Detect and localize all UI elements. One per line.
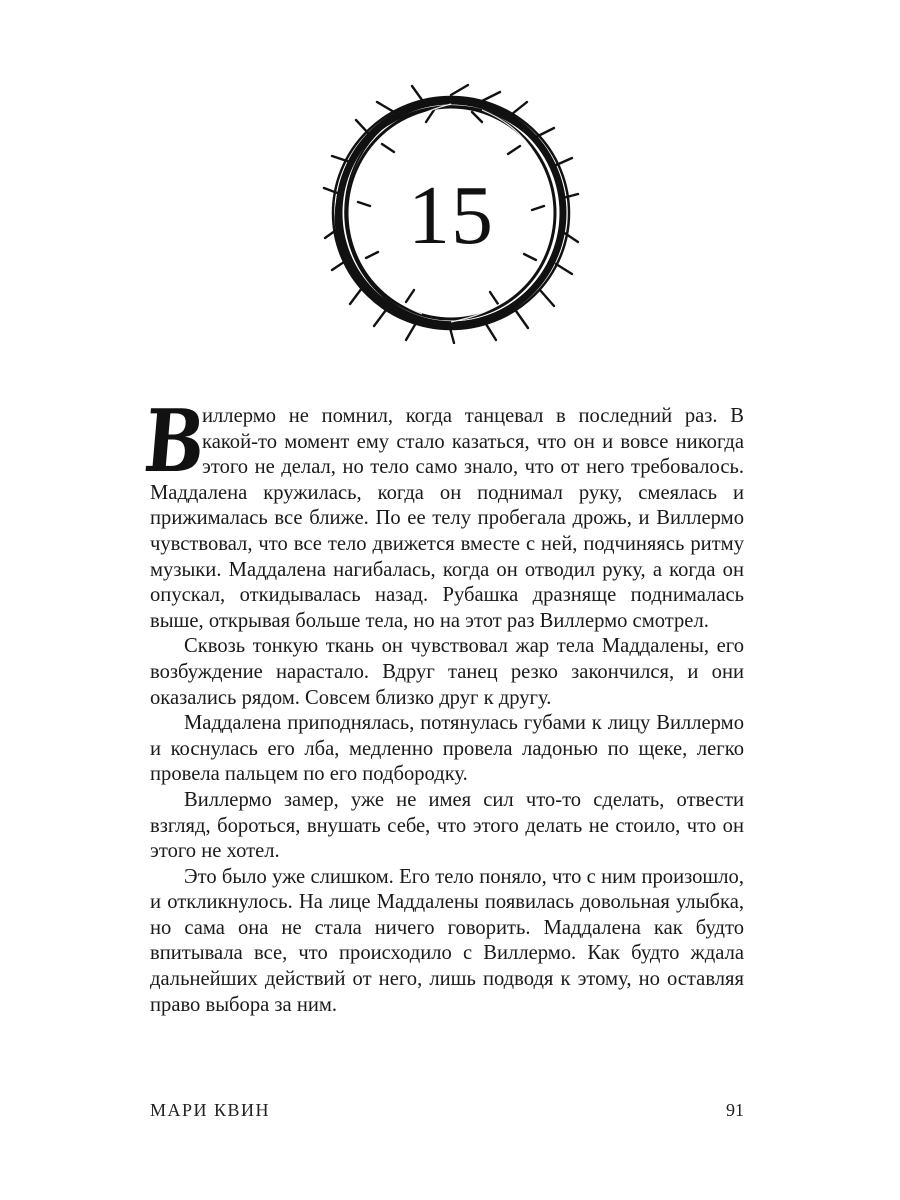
chapter-body: [140, 391, 744, 1018]
drop-cap: В: [140, 391, 209, 492]
paragraph-text: иллермо не помнил, когда танцевал в последний раз. В какой-то момент ему стало казаться, что он и вовсе никогда этого не делал, но тело само знало, что от него требовалось. Маддалена кружилась, когда он поднимал руку, смеялась и прижималась все ближе. По ее телу пробегала дрожь, и Виллермо чувствовал, что все тело движется вместе с ней, подчиняясь ритму музыки. Маддалена нагибалась, когда он отводил руку, а когда он опускал, откидывалась назад. Рубашка дразняще поднималась выше, открывая больше тела, но на этот раз Виллермо смотрел.: [150, 405, 744, 632]
chapter-emblem: [322, 82, 580, 344]
paragraph: Это было уже слишком. Его тело поняло, что с ним произошло, и откликнулось. На лице Маддалены появилась довольная улыбка, но сама она не стала ничего говорить. Маддалена как будто впитывала все, что происходило с Виллермо. Как будто ждала дальнейших действий от него, лишь подводя к этому, но оставляя право выбора за ним.: [150, 865, 744, 1016]
paragraph: Сквозь тонкую ткань он чувствовал жар тела Маддалены, его возбуждение нарастало. Вдруг танец резко закончился, и они оказались рядом. Совсем близко друг к другу.: [150, 635, 744, 709]
paragraph: [140, 391, 744, 634]
paragraph: Маддалена приподнялась, потянулась губами к лицу Виллермо и коснулась его лба, медленно провела ладонью по щеке, легко провела пальцем по его подбородку.: [150, 712, 744, 786]
chapter-number: 15: [408, 169, 494, 262]
running-footer-author: МАРИ КВИН: [150, 1100, 271, 1120]
page-number: 91: [726, 1100, 744, 1120]
paragraph: Виллермо замер, уже не имея сил что-то сделать, отвести взгляд, бороться, внушать себе, что этого делать не стоило, что он этого не хотел.: [150, 788, 744, 863]
